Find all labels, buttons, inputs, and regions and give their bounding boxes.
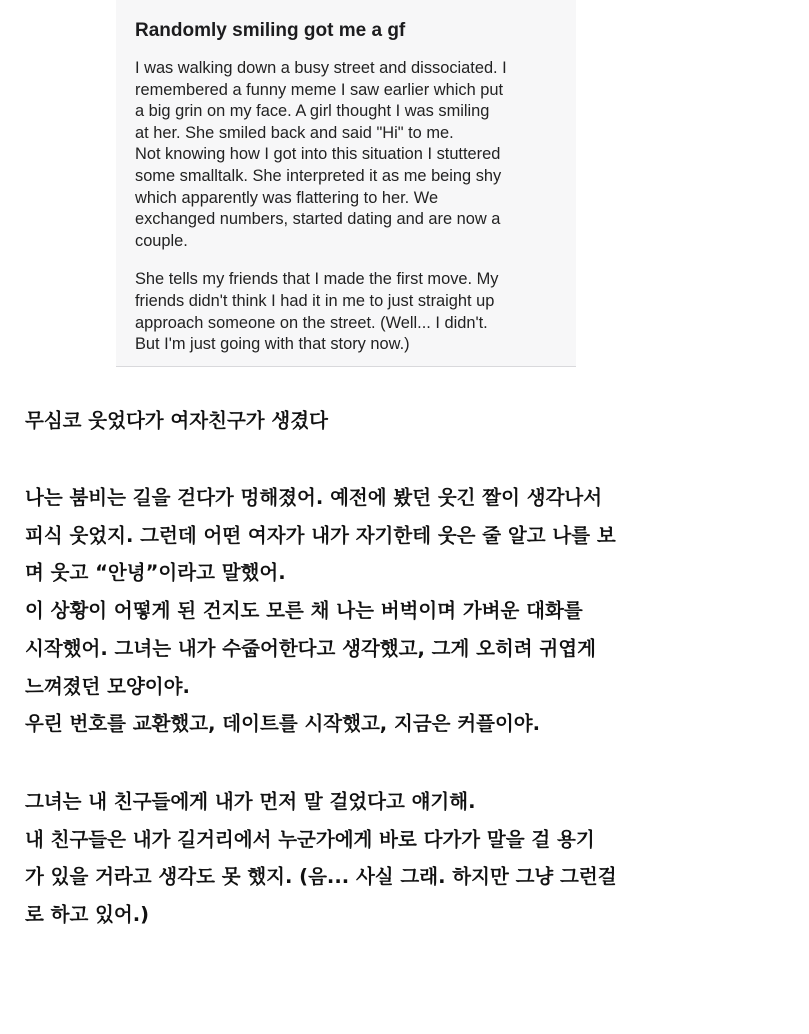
post-line: remembered a funny meme I saw earlier which put: [135, 80, 504, 99]
post-line: But I'm just going with that story now.): [135, 335, 410, 354]
translation-paragraph-1: [25, 479, 795, 743]
post-line: approach someone on the street. (Well... I didn't.: [135, 313, 488, 332]
post-line: exchanged numbers, started dating and are now a: [135, 210, 501, 229]
post-line: a big grin on my face. A girl thought I was smiling: [135, 102, 490, 121]
translation-line: 이 상황이 어떻게 된 건지도 모른 채 나는 버벅이며 가벼운 대화를: [25, 599, 583, 623]
translation-line: 로 하고 있어.): [25, 903, 150, 927]
paragraph-spacer: [25, 743, 795, 783]
translation-line: 며 웃고 “안녕”이라고 말했어.: [25, 561, 286, 585]
translation-line: 그녀는 내 친구들에게 내가 먼저 말 걸었다고 얘기해.: [25, 789, 476, 813]
translation-paragraph-2: [25, 783, 795, 934]
translation-title: 무심코 웃었다가 여자친구가 생겼다: [25, 409, 328, 432]
translation-line: 나는 붐비는 길을 걷다가 멍해졌어. 예전에 봤던 웃긴 짤이 생각나서: [25, 486, 603, 509]
translation-line: 피식 웃었지. 그런데 어떤 여자가 내가 자기한테 웃은 줄 알고 나를 보: [25, 523, 616, 547]
translation-line: 시작했어. 그녀는 내가 수줍어한다고 생각했고, 그게 오히려 귀엽게: [25, 636, 596, 660]
post-paragraph-1: [135, 58, 558, 252]
translation-line: 가 있을 거라고 생각도 못 했지. (음... 사실 그래. 하지만 그냥 그런걸: [25, 865, 617, 889]
translation-line: 내 친구들은 내가 길거리에서 누군가에게 바로 다가가 말을 걸 용기: [25, 827, 595, 851]
post-screenshot-card: [116, 0, 576, 367]
post-line: at her. She smiled back and said "Hi" to me.: [135, 123, 454, 142]
translation-line: 우린 번호를 교환했고, 데이트를 시작했고, 지금은 커플이야.: [25, 712, 541, 736]
post-line: She tells my friends that I made the first move. My: [135, 270, 499, 289]
post-title: Randomly smiling got me a gf: [135, 20, 406, 41]
post-line: which apparently was flattering to her. We: [135, 188, 439, 207]
paragraph-spacer: [25, 439, 795, 479]
korean-translation: [25, 402, 795, 934]
post-paragraph-2: [135, 269, 558, 355]
post-line: some smalltalk. She interpreted it as me being shy: [135, 166, 502, 185]
translation-line: 느껴졌던 모양이야.: [25, 674, 190, 698]
post-line: Not knowing how I got into this situation I stuttered: [135, 145, 501, 164]
post-line: I was walking down a busy street and dissociated. I: [135, 59, 507, 77]
post-line: couple.: [135, 231, 188, 250]
post-line: friends didn't think I had it in me to just straight up: [135, 291, 495, 310]
